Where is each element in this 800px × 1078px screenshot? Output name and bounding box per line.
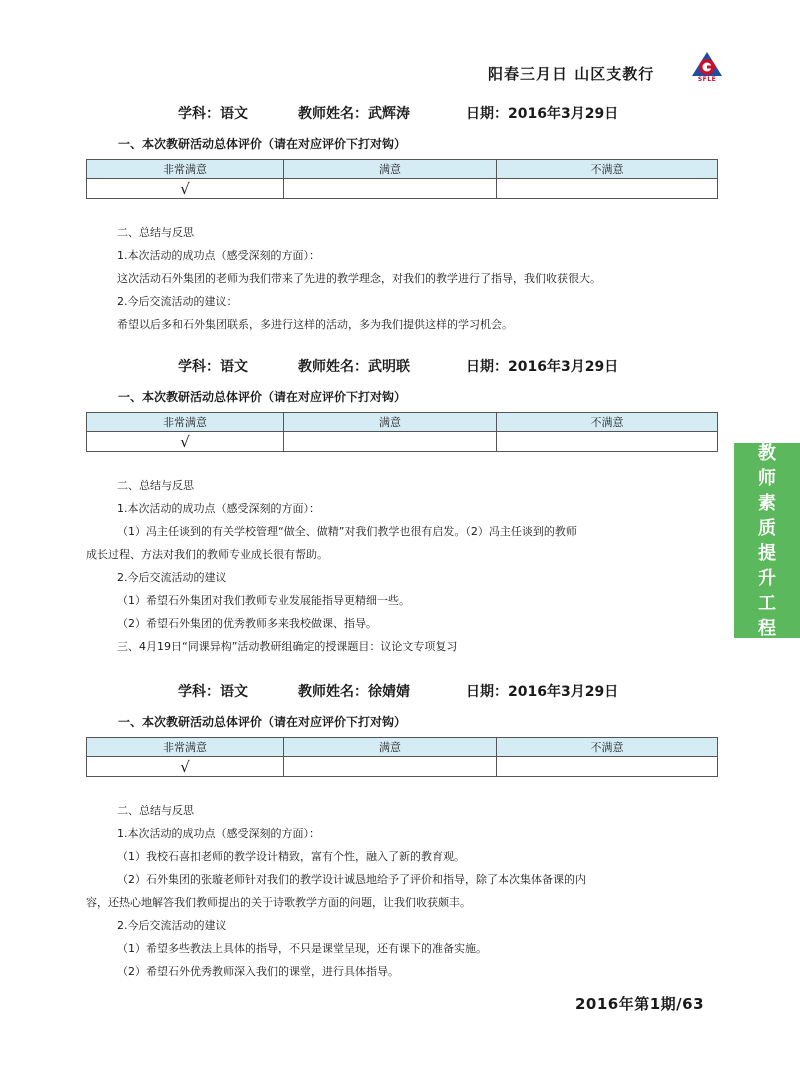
cell-satisfied [284, 432, 497, 452]
header-unsatisfied: 不满意 [497, 413, 718, 432]
info-line [178, 356, 618, 376]
sidebar-char: 质 [758, 517, 776, 539]
eval-heading: 一、本次教研活动总体评价（请在对应评价下打对钩） [118, 137, 407, 151]
summary-heading: 二、总结与反思 [117, 479, 194, 492]
cell-unsatisfied [497, 179, 718, 199]
header-satisfied: 满意 [284, 413, 497, 432]
text-line: （1）冯主任谈到的有关学校管理“做全、做精”对我们教学也很有启发。（2）冯主任谈到的教师 [117, 525, 577, 538]
subject-label: 学科：语文 [178, 359, 248, 375]
sidebar-char: 升 [758, 567, 776, 589]
text-line: 这次活动石外集团的老师为我们带来了先进的教学理念，对我们的教学进行了指导，我们收获很大。 [117, 272, 601, 285]
text-line: （1）我校石喜扣老师的教学设计精致，富有个性，融入了新的教育观。 [117, 850, 465, 863]
section-sidebar-tab [734, 443, 800, 638]
sidebar-char: 工 [758, 592, 776, 614]
text-line: 2.今后交流活动的建议： [117, 295, 238, 308]
text-line: （1）希望石外集团对我们教师专业发展能指导更精细一些。 [117, 594, 410, 607]
summary-heading: 二、总结与反思 [117, 226, 194, 239]
subject-label: 学科：语文 [178, 106, 248, 122]
sidebar-char: 素 [758, 492, 776, 514]
header-satisfied: 满意 [284, 738, 497, 757]
header-very-satisfied: 非常满意 [87, 738, 284, 757]
header-unsatisfied: 不满意 [497, 738, 718, 757]
teacher-name: 教师姓名：武辉涛 [298, 106, 410, 122]
subject-label: 学科：语文 [178, 684, 248, 700]
text-line: 三、4月19日“同课异构”活动教研组确定的授课题目：议论文专项复习 [117, 640, 458, 653]
cell-satisfied [284, 179, 497, 199]
sidebar-char: 教 [758, 442, 776, 464]
date-label: 日期：2016年3月29日 [466, 106, 619, 122]
running-header-title: 阳春三月日 山区支教行 [488, 65, 655, 83]
evaluation-table [86, 412, 718, 452]
date-label: 日期：2016年3月29日 [466, 359, 619, 375]
summary-text [86, 221, 716, 336]
summary-text [86, 799, 716, 983]
page-footer-issue: 2016年第1期/63 [575, 995, 705, 1013]
text-line: 1.本次活动的成功点（感受深刻的方面）： [117, 827, 320, 840]
text-line: （2）石外集团的张璇老师针对我们的教学设计诚恳地给予了评价和指导，除了本次集体备课的内 [117, 873, 586, 886]
check-very-satisfied: √ [87, 179, 284, 199]
text-line: 1.本次活动的成功点（感受深刻的方面）： [117, 502, 320, 515]
text-line: （2）希望石外集团的优秀教师多来我校做课、指导。 [117, 617, 377, 630]
cell-unsatisfied [497, 757, 718, 777]
sidebar-char: 程 [758, 617, 776, 639]
summary-text [86, 474, 716, 658]
date-label: 日期：2016年3月29日 [466, 684, 619, 700]
text-line: （2）希望石外优秀教师深入我们的课堂，进行具体指导。 [117, 965, 399, 978]
cell-satisfied [284, 757, 497, 777]
eval-heading: 一、本次教研活动总体评价（请在对应评价下打对钩） [118, 390, 407, 404]
text-line: 容，还热心地解答我们教师提出的关于诗歌教学方面的问题，让我们收获颇丰。 [86, 896, 471, 909]
logo-caption: SFLE [697, 76, 717, 83]
text-line: 2.今后交流活动的建议 [117, 919, 227, 932]
text-line: 1.本次活动的成功点（感受深刻的方面）： [117, 249, 320, 262]
cell-unsatisfied [497, 432, 718, 452]
header-satisfied: 满意 [284, 160, 497, 179]
teacher-name: 教师姓名：武明联 [298, 359, 410, 375]
evaluation-table [86, 737, 718, 777]
eval-heading: 一、本次教研活动总体评价（请在对应评价下打对钩） [118, 715, 407, 729]
evaluation-table [86, 159, 718, 199]
info-line [178, 681, 618, 701]
text-line: 成长过程、方法对我们的教师专业成长很有帮助。 [86, 548, 328, 561]
summary-heading: 二、总结与反思 [117, 804, 194, 817]
text-line: 2.今后交流活动的建议 [117, 571, 227, 584]
text-line: （1）希望多些教法上具体的指导，不只是课堂呈现，还有课下的准备实施。 [117, 942, 487, 955]
text-line: 希望以后多和石外集团联系，多进行这样的活动，多为我们提供这样的学习机会。 [117, 318, 513, 331]
info-line [178, 103, 618, 123]
header-very-satisfied: 非常满意 [87, 160, 284, 179]
sidebar-char: 师 [758, 467, 776, 489]
sidebar-char: 提 [758, 542, 776, 564]
header-unsatisfied: 不满意 [497, 160, 718, 179]
header-very-satisfied: 非常满意 [87, 413, 284, 432]
check-very-satisfied: √ [87, 432, 284, 452]
teacher-name: 教师姓名：徐婧婧 [298, 684, 410, 700]
check-very-satisfied: √ [87, 757, 284, 777]
